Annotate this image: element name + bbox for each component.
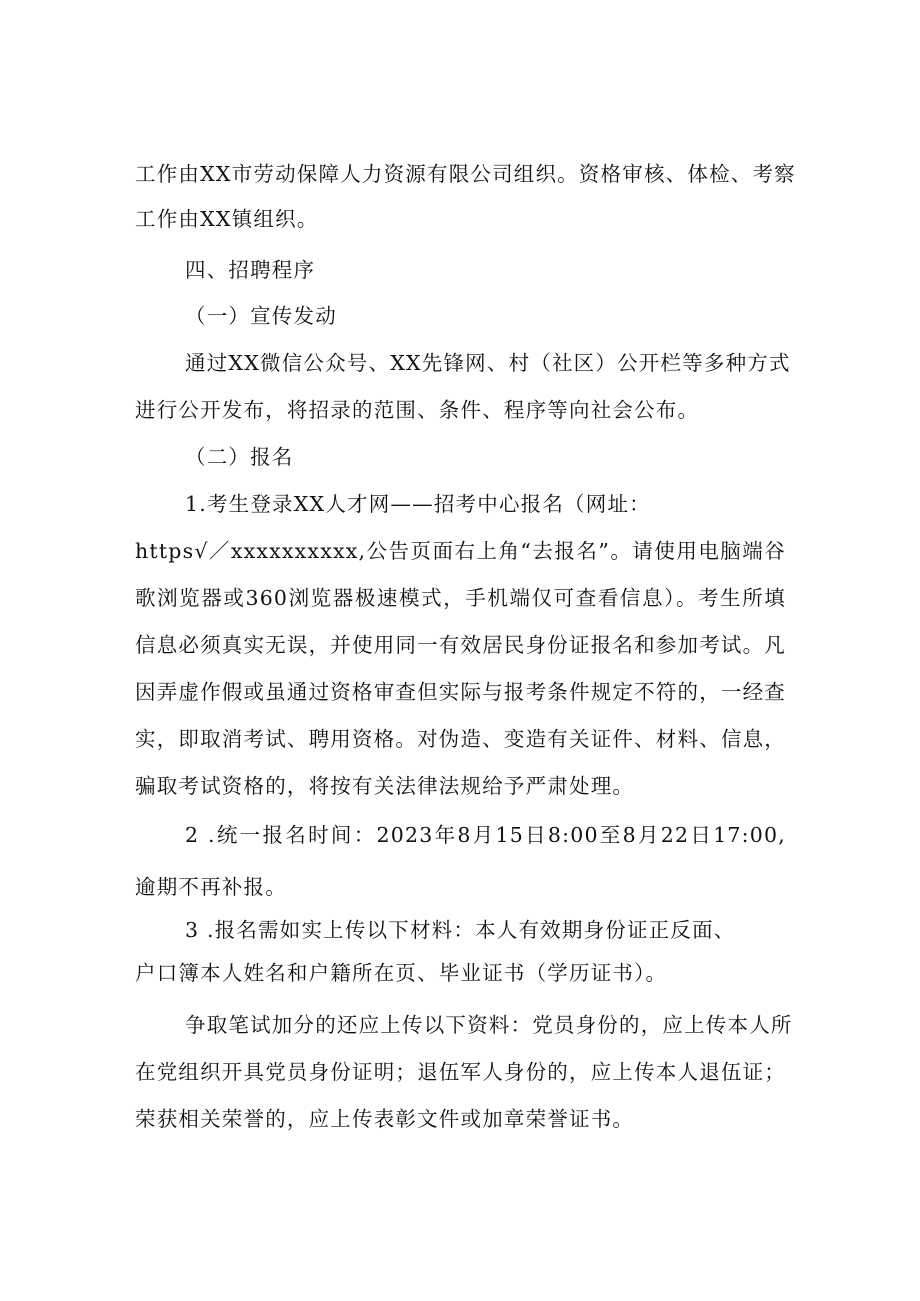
paragraph-line: 通过XX微信公众号、XX先锋网、村（社区）公开栏等多种方式 xyxy=(185,351,791,375)
paragraph-line: 3 .报名需如实上传以下材料：本人有效期身份证正反面、 xyxy=(185,918,736,942)
paragraph-line: 工作由XX市劳动保障人力资源有限公司组织。资格审核、体检、考察 xyxy=(135,162,796,186)
paragraph-line: 争取笔试加分的还应上传以下资料：党员身份的，应上传本人所 xyxy=(185,1013,793,1037)
paragraph-line: 因弄虚作假或虽通过资格审查但实际与报考条件规定不符的，一经查 xyxy=(135,680,786,704)
paragraph-line: https√／xxxxxxxxxx,公告页面右上角“去报名”。请使用电脑端谷 xyxy=(135,539,786,563)
paragraph-line: 工作由XX镇组织。 xyxy=(135,207,319,231)
paragraph-line: 骗取考试资格的，将按有关法律法规给予严肃处理。 xyxy=(135,774,635,798)
paragraph-line: 逾期不再补报。 xyxy=(135,875,287,899)
paragraph-line: 在党组织开具党员身份证明；退伍军人身份的，应上传本人退伍证； xyxy=(135,1060,786,1084)
subsection-heading: （二）报名 xyxy=(185,445,294,469)
paragraph-line: 荣获相关荣誉的，应上传表彰文件或加章荣誉证书。 xyxy=(135,1107,635,1131)
paragraph-line: 1.考生登录XX人才网——招考中心报名（网址： xyxy=(185,492,651,516)
paragraph-line: 2 .统一报名时间：2023年8月15日8:00至8月22日17:00, xyxy=(185,823,786,847)
section-heading: 四、招聘程序 xyxy=(185,258,316,282)
paragraph-line: 实，即取消考试、聘用资格。对伪造、变造有关证件、材料、信息， xyxy=(135,727,786,751)
paragraph-line: 信息必须真实无误，并使用同一有效居民身份证报名和参加考试。凡 xyxy=(135,633,786,657)
subsection-heading: （一）宣传发动 xyxy=(185,304,337,328)
paragraph-line: 进行公开发布，将招录的范围、条件、程序等向社会公布。 xyxy=(135,398,700,422)
paragraph-line: 户口簿本人姓名和户籍所在页、毕业证书（学历证书）。 xyxy=(135,961,668,985)
paragraph-line: 歌浏览器或360浏览器极速模式，手机端仅可查看信息）。考生所填 xyxy=(135,586,786,610)
